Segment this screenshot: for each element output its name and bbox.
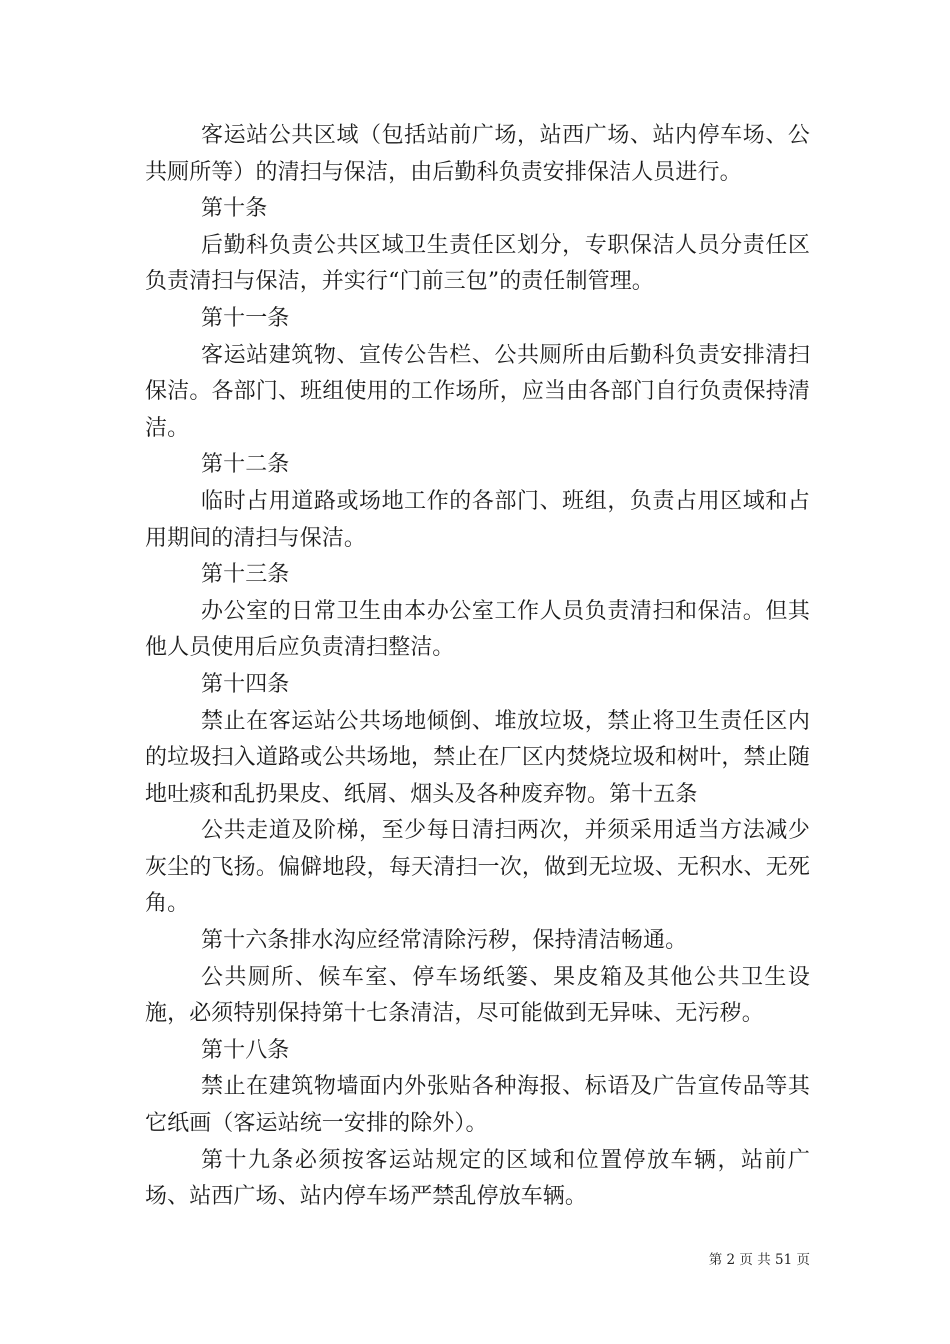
document-body xyxy=(145,118,810,1216)
paragraph: 临时占用道路或场地工作的各部门、班组，负责占用区域和占用期间的清扫与保洁。 xyxy=(145,488,810,551)
article-heading: 第十条 xyxy=(201,196,268,222)
paragraph: 第十六条排水沟应经常清除污秽，保持清洁畅通。 xyxy=(201,928,688,954)
paragraph: 第十九条必须按客运站规定的区域和位置停放车辆，站前广场、站西广场、站内停车场严禁乱停放车辆。 xyxy=(145,1147,810,1210)
paragraph: 客运站建筑物、宣传公告栏、公共厕所由后勤科负责安排清扫保洁。各部门、班组使用的工作场所，应当由各部门自行负责保持清洁。 xyxy=(145,342,810,441)
paragraph: 后勤科负责公共区域卫生责任区划分，专职保洁人员分责任区负责清扫与保洁，并实行“门前三包”的责任制管理。 xyxy=(145,232,810,295)
article-heading: 第十二条 xyxy=(201,452,290,478)
paragraph: 禁止在建筑物墙面内外张贴各种海报、标语及广告宣传品等其它纸画（客运站统一安排的除外）。 xyxy=(145,1074,810,1137)
page-number: 第 2 页 共 51 页 xyxy=(708,1252,810,1268)
article-heading: 第十四条 xyxy=(201,671,290,697)
paragraph: 客运站公共区域（包括站前广场，站西广场、站内停车场、公共厕所等）的清扫与保洁，由后勤科负责安排保洁人员进行。 xyxy=(145,123,810,185)
article-heading: 第十三条 xyxy=(201,562,290,588)
paragraph: 公共厕所、候车室、停车场纸篓、果皮箱及其他公共卫生设施，必须特别保持第十七条清洁，尽可能做到无异味、无污秽。 xyxy=(145,964,810,1027)
paragraph: 办公室的日常卫生由本办公室工作人员负责清扫和保洁。但其他人员使用后应负责清扫整洁。 xyxy=(145,598,810,661)
article-heading: 第十八条 xyxy=(201,1037,290,1063)
paragraph: 公共走道及阶梯，至少每日清扫两次，并须采用适当方法减少灰尘的飞扬。偏僻地段，每天清扫一次，做到无垃圾、无积水、无死角。 xyxy=(145,818,810,917)
article-heading: 第十一条 xyxy=(201,305,290,331)
paragraph: 禁止在客运站公共场地倾倒、堆放垃圾，禁止将卫生责任区内的垃圾扫入道路或公共场地，禁止在厂区内焚烧垃圾和树叶，禁止随地吐痰和乱扔果皮、纸屑、烟头及各种废弃物。第十五条 xyxy=(145,708,810,807)
